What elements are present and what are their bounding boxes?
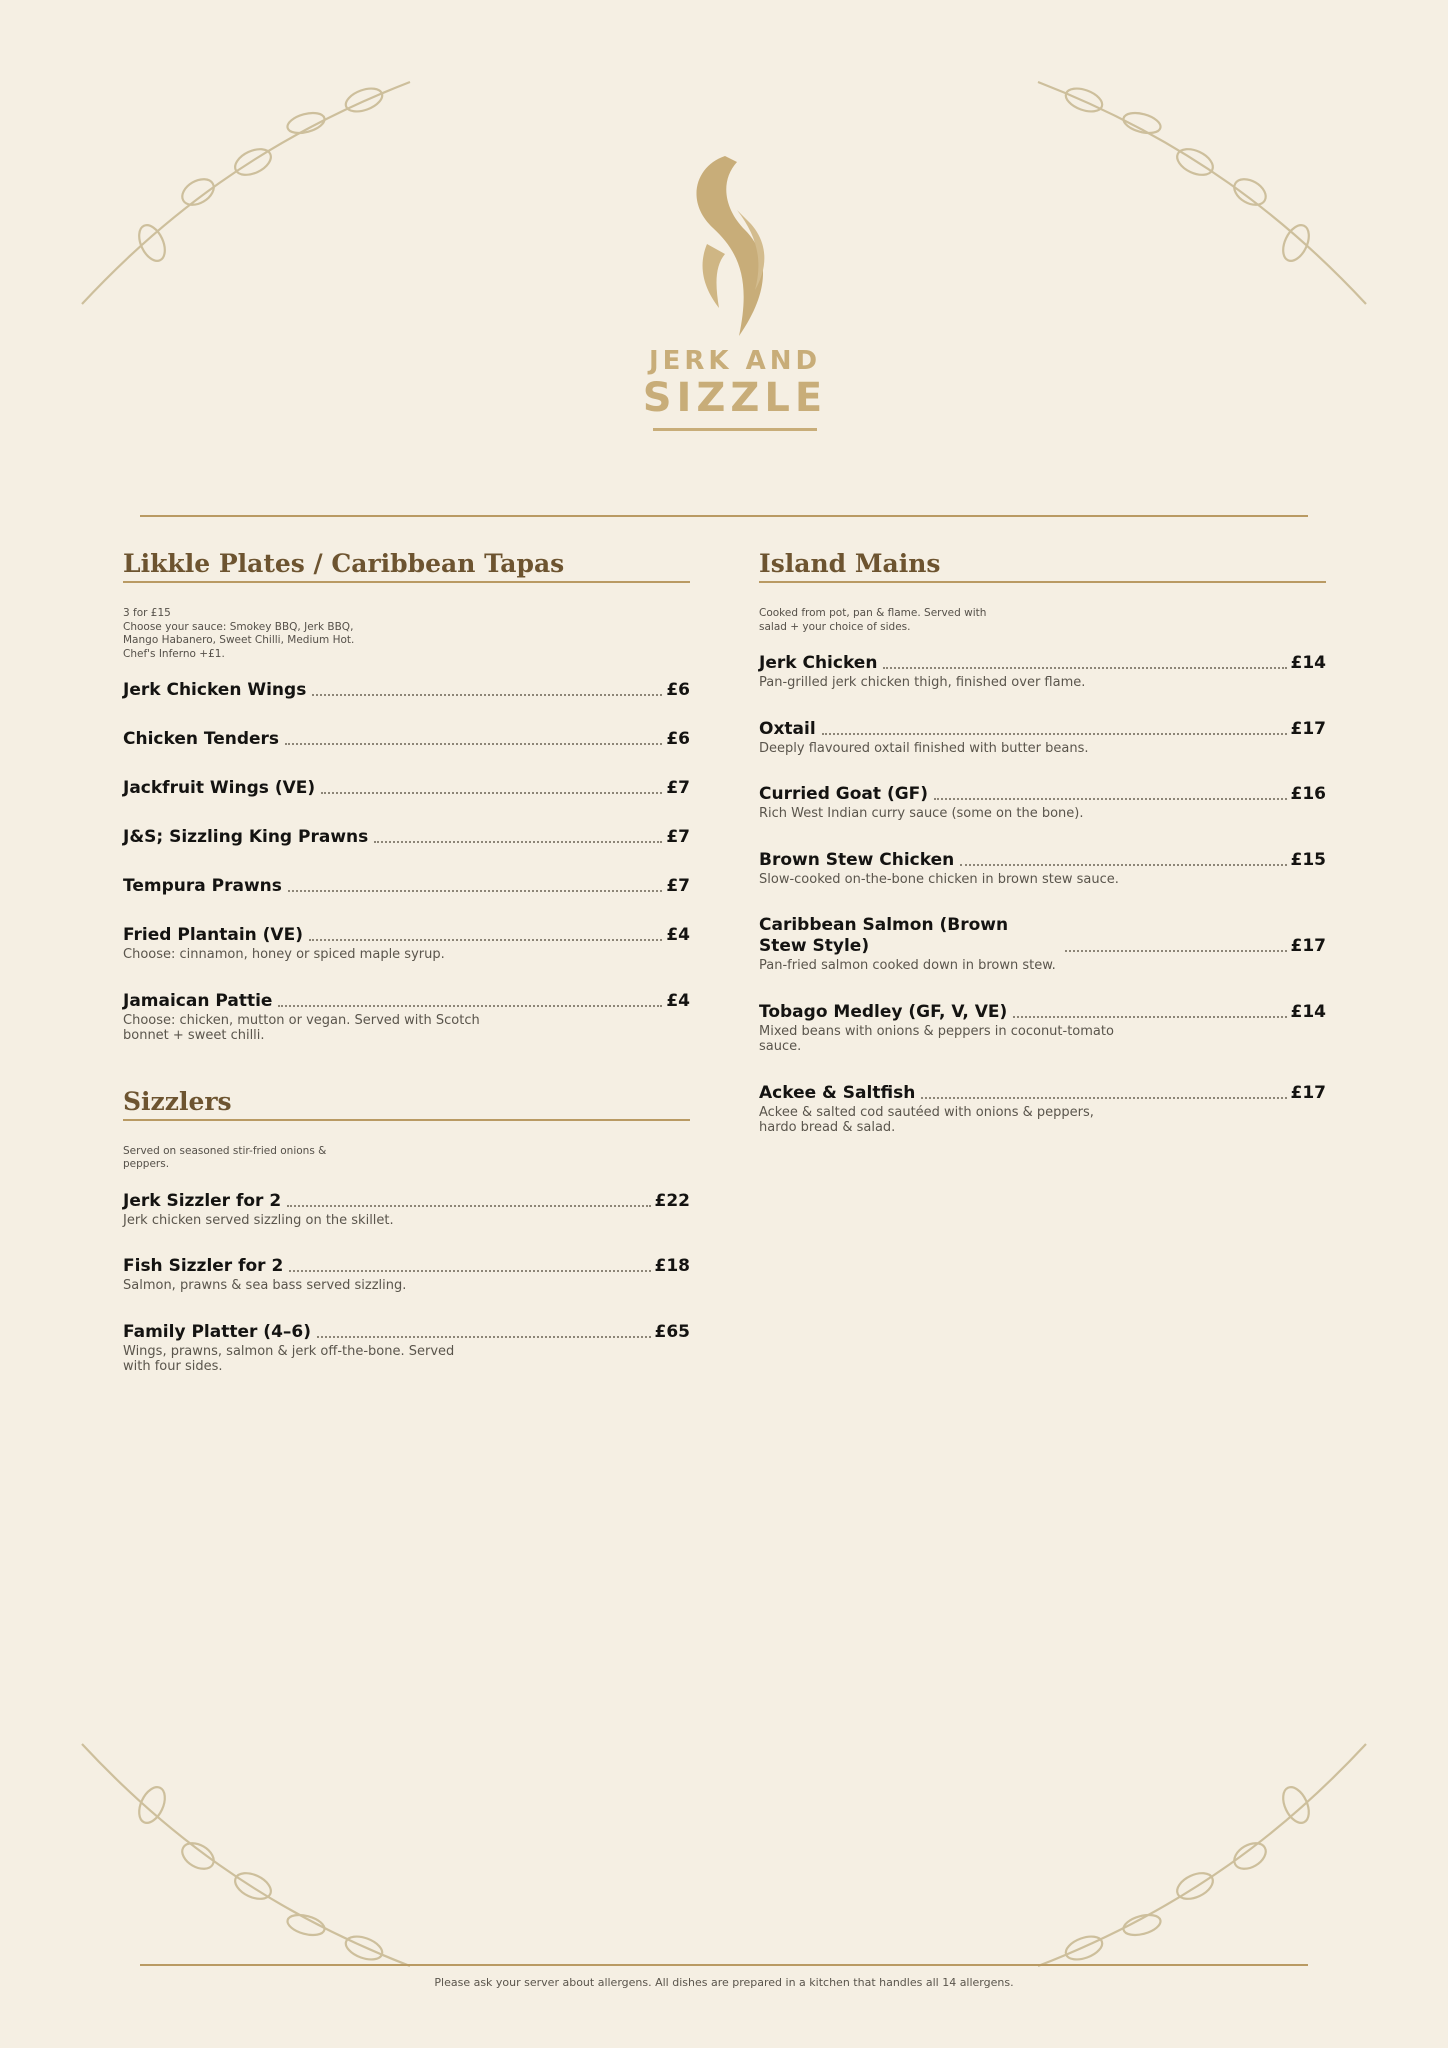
- dot-leader: [278, 1005, 662, 1007]
- dot-leader: [312, 694, 662, 696]
- item-description: Pan-grilled jerk chicken thigh, finished over flame.: [759, 675, 1086, 690]
- menu-item: [759, 1083, 1326, 1136]
- dot-leader: [374, 841, 662, 843]
- item-price: £6: [666, 680, 690, 700]
- brand-name-line2: SIZZLE: [642, 375, 828, 421]
- menu-item: [123, 827, 690, 848]
- item-price: £14: [1290, 1001, 1326, 1022]
- section-note: Cooked from pot, pan & flame. Served with salad + your choice of sides.: [759, 607, 987, 633]
- menu-item: [123, 729, 690, 750]
- dot-leader: [934, 798, 1286, 800]
- item-name: Oxtail: [759, 718, 816, 739]
- footer-divider: [140, 1964, 1308, 1966]
- flame-swirl-icon: [685, 150, 785, 342]
- brand-logo: [630, 150, 840, 450]
- item-description: Jerk chicken served sizzling on the skillet.: [123, 1212, 394, 1228]
- allergen-note: Please ask your server about allergens. All dishes are prepared in a kitchen that handles all 14 allergens.: [434, 1976, 1014, 1989]
- item-price: £4: [666, 925, 690, 945]
- item-price: £7: [666, 876, 690, 896]
- vine-ornament-top-right: [1018, 60, 1378, 320]
- item-description: Choose: chicken, mutton or vegan. Served with Scotch bonnet + sweet chilli.: [123, 1012, 480, 1043]
- section-title: Sizzlers: [123, 1086, 690, 1121]
- item-name: Tempura Prawns: [123, 876, 282, 896]
- item-price: £16: [1290, 784, 1326, 804]
- item-name: Family Platter (4–6): [123, 1321, 311, 1342]
- dot-leader: [921, 1097, 1286, 1099]
- item-description: Deeply flavoured oxtail finished with butter beans.: [759, 740, 1089, 756]
- item-description: Choose: cinnamon, honey or spiced maple syrup.: [123, 947, 445, 962]
- item-name: Jackfruit Wings (VE): [123, 778, 316, 798]
- item-price: £17: [1290, 936, 1326, 956]
- item-description: Pan-fried salmon cooked down in brown stew.: [759, 958, 1056, 973]
- item-description: Mixed beans with onions & peppers in coconut-tomato sauce.: [759, 1023, 1114, 1054]
- item-name: Jerk Chicken: [759, 653, 878, 673]
- item-price: £65: [654, 1321, 690, 1342]
- item-name: Jerk Sizzler for 2: [123, 1190, 282, 1211]
- menu-item: [123, 925, 690, 963]
- menu-item: [759, 1002, 1326, 1055]
- menu-item: [123, 991, 690, 1044]
- item-name: J&S; Sizzling King Prawns: [123, 827, 369, 847]
- item-description: Salmon, prawns & sea bass served sizzling.: [123, 1278, 407, 1293]
- item-name: Tobago Medley (GF, V, VE): [759, 1001, 1008, 1022]
- item-price: £18: [654, 1256, 690, 1276]
- menu-item: [759, 784, 1326, 822]
- menu-item: [759, 915, 1326, 974]
- section-title: Likkle Plates / Caribbean Tapas: [123, 548, 690, 583]
- dot-leader: [317, 1336, 651, 1338]
- note-line: 3 for £15: [123, 607, 171, 619]
- menu-item: [123, 778, 690, 799]
- item-price: £22: [654, 1190, 690, 1211]
- menu-item: [123, 1191, 690, 1229]
- section-likkle-plates: [123, 548, 690, 1044]
- vine-ornament-bottom-right: [1018, 1728, 1378, 1988]
- section-note: [123, 607, 373, 661]
- dot-leader: [1065, 950, 1287, 952]
- menu-item: [759, 719, 1326, 757]
- item-description: Slow-cooked on-the-bone chicken in brown stew sauce.: [759, 871, 1119, 887]
- item-description: Ackee & salted cod sautéed with onions & peppers, hardo bread & salad.: [759, 1104, 1094, 1135]
- item-price: £15: [1290, 849, 1326, 870]
- item-name: Chicken Tenders: [123, 729, 280, 749]
- menu-item: [759, 850, 1326, 888]
- header-divider: [140, 515, 1308, 517]
- item-price: £14: [1290, 653, 1326, 673]
- dot-leader: [883, 667, 1286, 669]
- item-price: £4: [666, 990, 690, 1011]
- section-note: Served on seasoned stir-fried onions & peppers.: [123, 1144, 327, 1170]
- section-sizzlers: [123, 1086, 690, 1375]
- menu-item: [759, 653, 1326, 691]
- dot-leader: [289, 1270, 650, 1272]
- menu-item: [123, 1256, 690, 1294]
- brand-name-line1: JERK AND: [648, 346, 822, 376]
- menu-item: [123, 1322, 690, 1375]
- item-name: Jamaican Pattie: [123, 990, 273, 1011]
- dot-leader: [288, 890, 662, 892]
- item-name: Jerk Chicken Wings: [123, 680, 307, 700]
- item-description: Wings, prawns, salmon & jerk off-the-bone. Served with four sides.: [123, 1343, 455, 1374]
- dot-leader: [822, 733, 1287, 735]
- item-price: £17: [1290, 1082, 1326, 1103]
- menu-column-right: [759, 548, 1326, 1178]
- dot-leader: [321, 792, 662, 794]
- item-price: £7: [666, 827, 690, 847]
- logo-underline: [653, 428, 817, 431]
- dot-leader: [287, 1205, 650, 1207]
- item-name: Caribbean Salmon (Brown Stew Style): [759, 915, 1009, 956]
- section-island-mains: [759, 548, 1326, 1136]
- item-price: £17: [1290, 718, 1326, 739]
- vine-ornament-bottom-left: [70, 1728, 430, 1988]
- item-description: Rich West Indian curry sauce (some on the bone).: [759, 806, 1084, 821]
- note-line: Choose your sauce: Smokey BBQ, Jerk BBQ, Mango Habanero, Sweet Chilli, Medium Hot. Chef's Inferno +£1.: [123, 620, 355, 660]
- item-name: Curried Goat (GF): [759, 784, 929, 804]
- item-name: Brown Stew Chicken: [759, 849, 955, 870]
- item-price: £7: [666, 778, 690, 798]
- vine-ornament-top-left: [70, 60, 430, 320]
- item-name: Fried Plantain (VE): [123, 925, 303, 945]
- menu-item: [123, 876, 690, 897]
- item-price: £6: [666, 729, 690, 749]
- dot-leader: [309, 939, 662, 941]
- item-name: Fish Sizzler for 2: [123, 1256, 284, 1276]
- dot-leader: [1013, 1016, 1286, 1018]
- item-name: Ackee & Saltfish: [759, 1082, 916, 1103]
- section-title: Island Mains: [759, 548, 1326, 583]
- dot-leader: [960, 864, 1286, 866]
- dot-leader: [285, 743, 662, 745]
- menu-column-left: [123, 548, 690, 1417]
- menu-item: [123, 680, 690, 701]
